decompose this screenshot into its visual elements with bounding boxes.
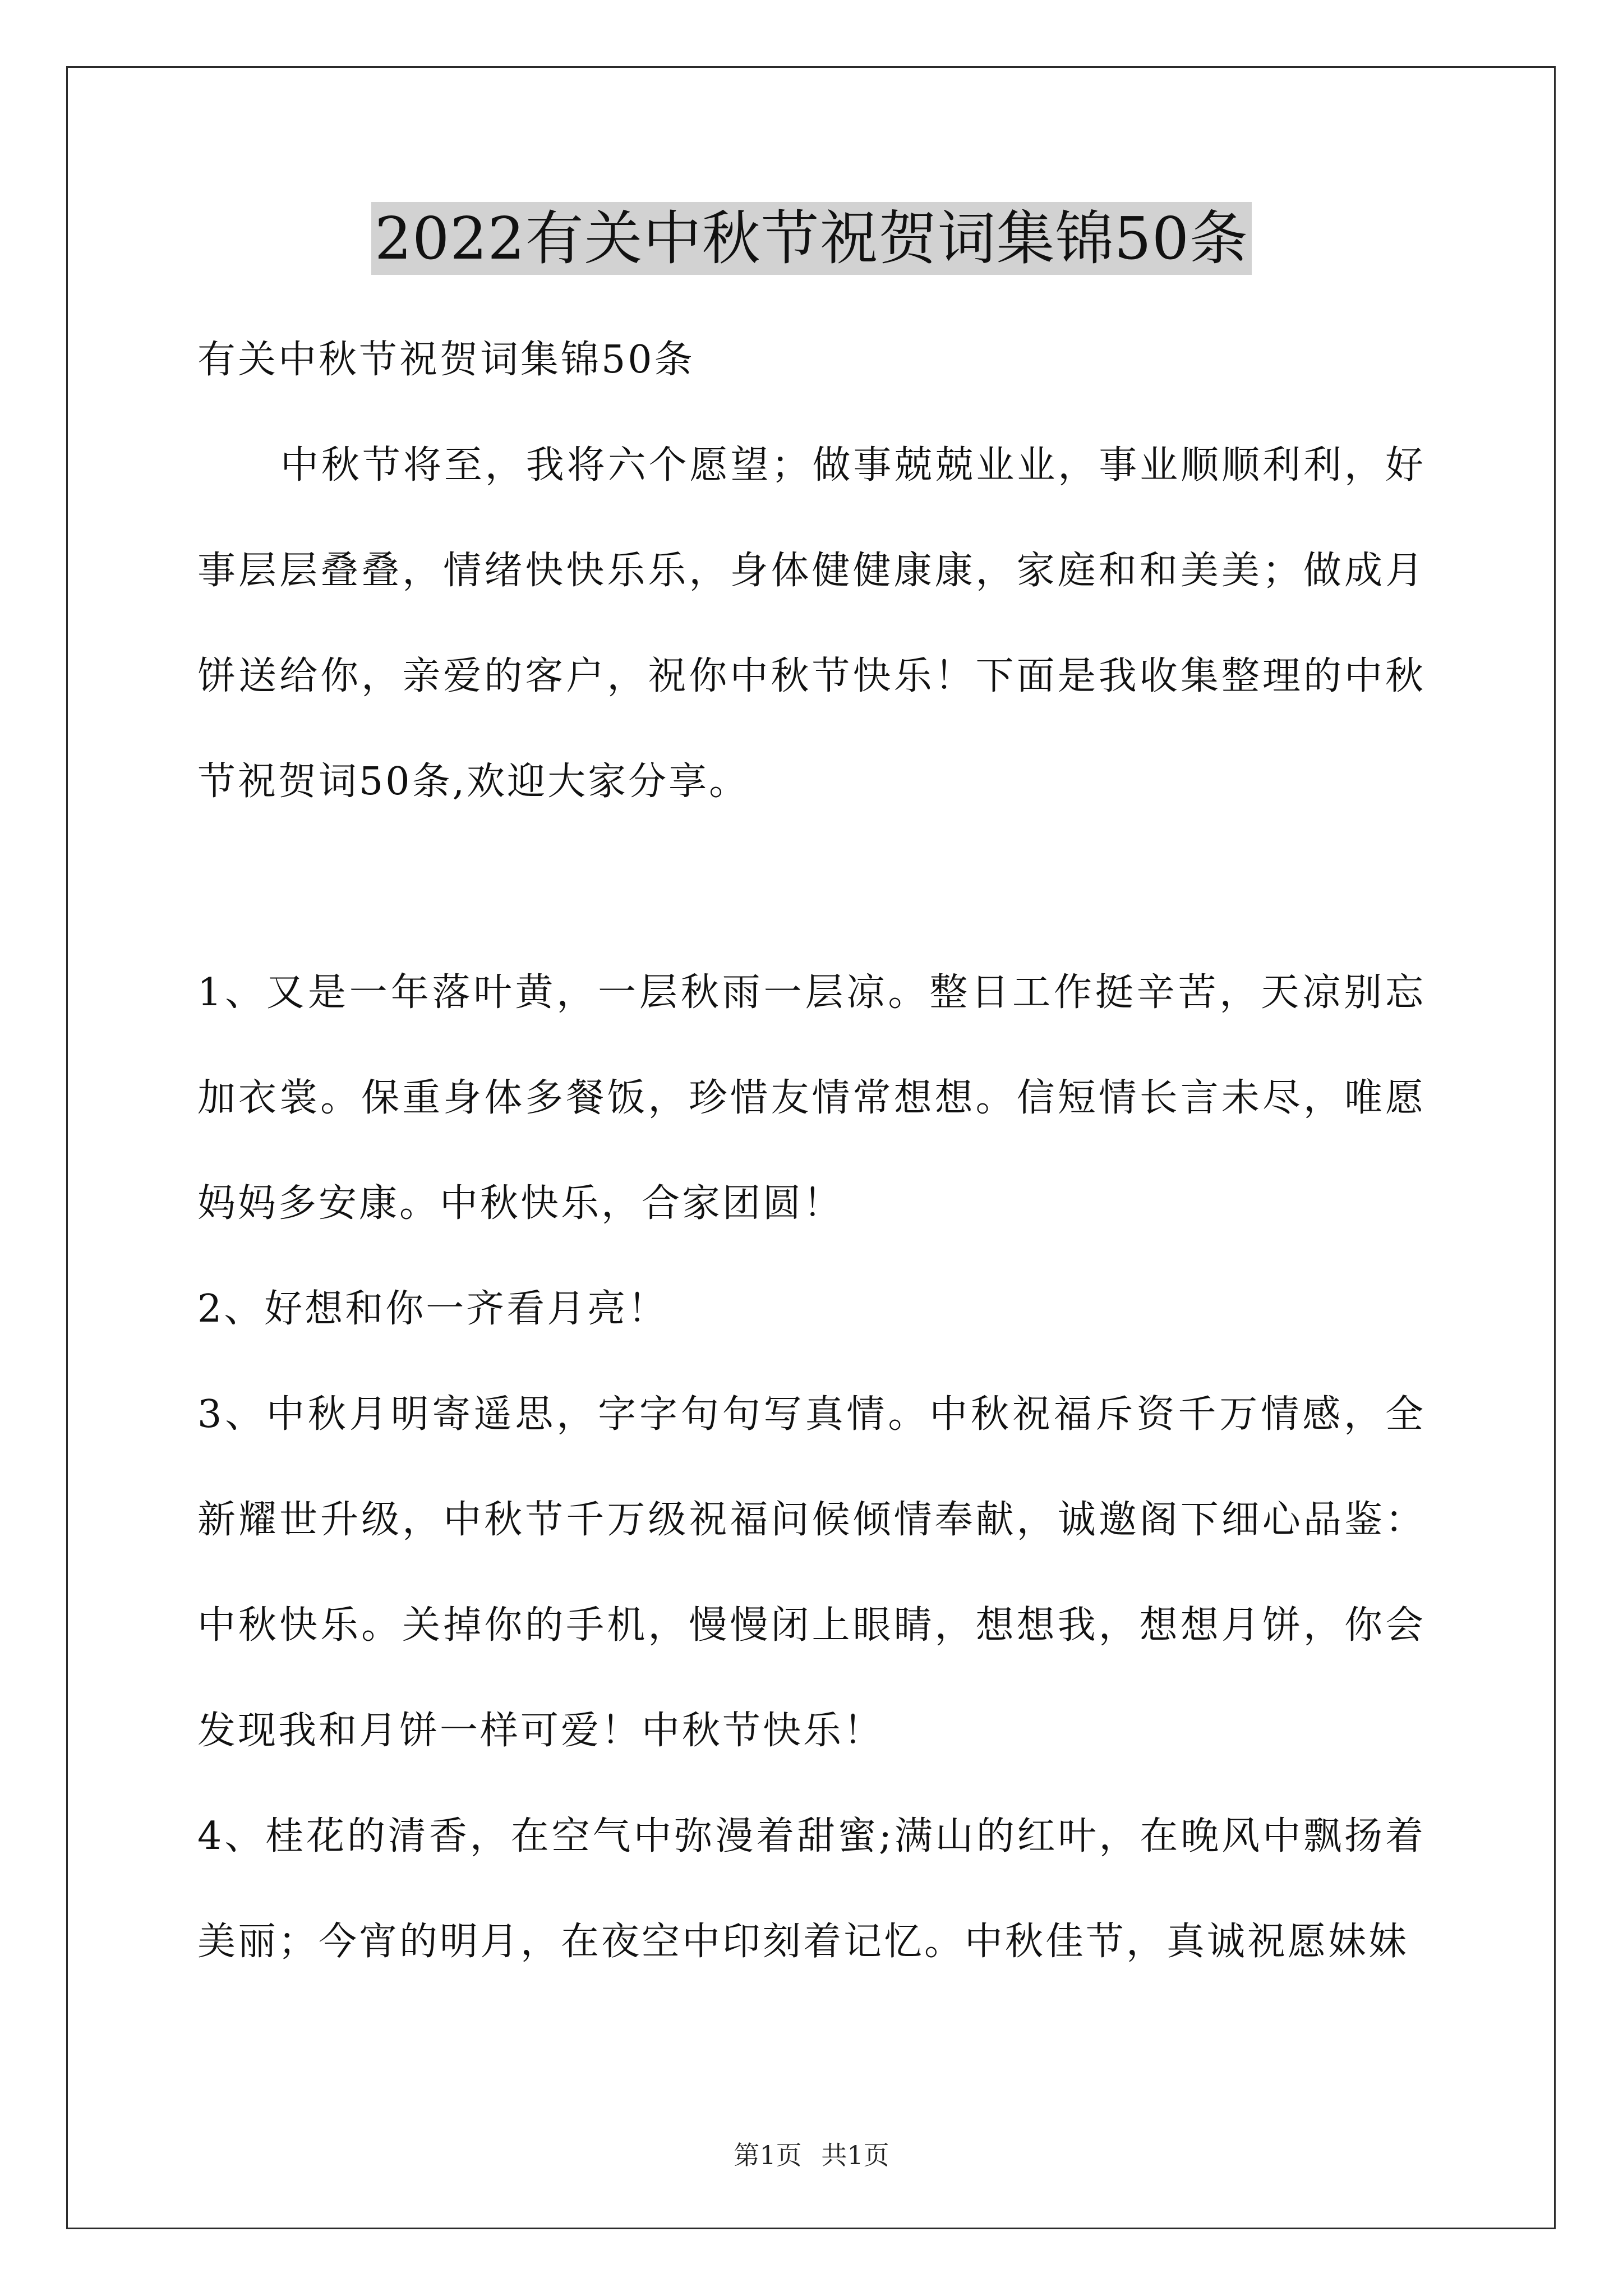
list-item: 3、中秋月明寄遥思，字字句句写真情。中秋祝福斥资千万情感，全新耀世升级，中秋节千万级祝福问候倾情奉献，诚邀阁下细心品鉴：中秋快乐。关掉你的手机，慢慢闭上眼睛，想想我，想想月饼，你会发现我和月饼一样可爱！中秋节快乐！ xyxy=(197,1392,1426,1753)
paragraph-spacer xyxy=(197,835,1426,940)
page-number: 第1页 xyxy=(734,2140,802,2170)
title-container xyxy=(0,202,1623,275)
list-item: 1、又是一年落叶黄，一层秋雨一层凉。整日工作挺辛苦，天凉别忘加衣裳。保重身体多餐饭，珍惜友情常想想。信短情长言未尽，唯愿妈妈多安康。中秋快乐，合家团圆！ xyxy=(197,970,1426,1226)
list-item: 2、好想和你一齐看月亮！ xyxy=(197,1287,668,1331)
document-body xyxy=(197,307,1426,1995)
list-item: 4、桂花的清香，在空气中弥漫着甜蜜;满山的红叶，在晚风中飘扬着美丽；今宵的明月，在夜空中印刻着记忆。中秋佳节，真诚祝愿妹妹 xyxy=(197,1814,1426,1964)
document-subtitle: 有关中秋节祝贺词集锦50条 xyxy=(197,338,695,382)
document-title: 2022有关中秋节祝贺词集锦50条 xyxy=(371,202,1252,275)
intro-paragraph: 中秋节将至，我将六个愿望；做事兢兢业业，事业顺顺利利，好事层层叠叠，情绪快快乐乐，身体健健康康，家庭和和美美；做成月饼送给你，亲爱的客户，祝你中秋节快乐！下面是我收集整理的中秋节祝贺词50条,欢迎大家分享。 xyxy=(197,443,1426,804)
page-total: 共1页 xyxy=(821,2140,889,2170)
page-footer xyxy=(0,2138,1623,2172)
